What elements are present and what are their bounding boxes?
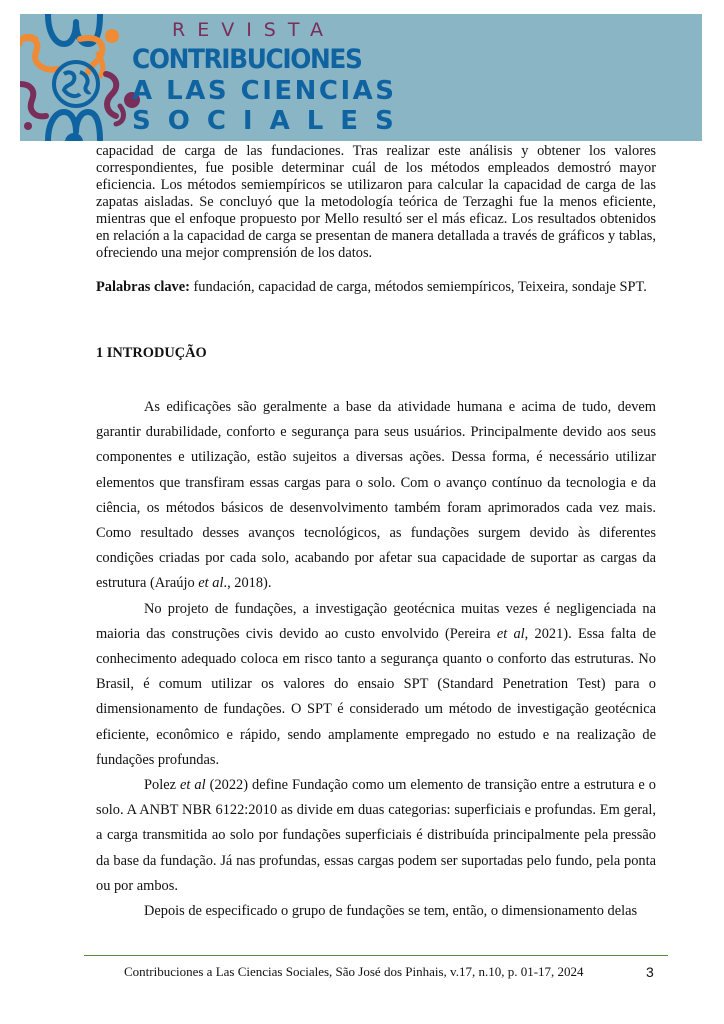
journal-masthead (132, 14, 432, 141)
journal-title-line3: SOCIALES (132, 106, 411, 136)
keywords-label: Palabras clave: (96, 279, 190, 295)
page-content (96, 143, 656, 920)
paragraph-text: ., 2018). (223, 575, 272, 592)
paragraph-text: As edificações são geralmente a base da atividade humana e acima de tudo, devem garantir durabilidade, conforto e segurança para seus usuários. Principalmente devido aos seus componentes e utilização, estão sujeitos a diversas ações. Dessa forma, é necessário utilizar elementos que transfiram essas cargas para o solo. Com o avanço contínuo da tecnologia e da ciência, os métodos básicos de desenvolvimento também foram aprimorados cada vez mais. Como resultado desses avanços tecnológicos, as fundações surgem devido às diferentes condições criadas por cada solo, acabando por afetar sua capacidade de suportar as cargas da estrutura (Araújo (96, 399, 656, 592)
page-number: 3 (646, 964, 654, 980)
citation-italic: et al (496, 625, 525, 642)
paragraph-text: Depois de especificado o grupo de fundações se tem, então, o dimensionamento delas (144, 903, 638, 920)
paragraph (96, 395, 656, 597)
keywords-list: fundación, capacidad de carga, métodos semiempíricos, Teixeira, sondaje SPT. (189, 279, 647, 295)
citation-italic: et al (198, 575, 224, 592)
keywords (96, 279, 656, 296)
paragraph-text: No projeto de fundações, a investigação geotécnica muitas vezes é negligenciada na maioria das construções civis devido ao custo envolvido (Pereira (96, 600, 656, 642)
footer-citation: Contribuciones a Las Ciencias Sociales, São José dos Pinhais, v.17, n.10, p. 01-17, 2024 (124, 964, 584, 979)
section-heading: 1 INTRODUÇÃO (96, 345, 207, 361)
citation-italic: et al (180, 777, 206, 794)
globe-people-logo-icon (20, 14, 145, 141)
paragraph (96, 899, 656, 924)
journal-title-line2: A LAS CIENCIAS (132, 76, 397, 106)
paragraph (96, 597, 656, 773)
paragraph (96, 773, 656, 899)
section-body (96, 395, 656, 924)
journal-revista-label: REVISTA (172, 19, 335, 41)
paragraph-text: Polez (144, 777, 181, 794)
journal-title-line1: CONTRIBUCIONES (132, 44, 362, 75)
abstract-text: capacidad de carga de las fundaciones. Tras realizar este análisis y obtener los valores correspondientes, fue posible determinar cuál de los métodos empleados demostró mayor eficiencia. Los métodos semiempíricos se utilizaron para calcular la capacidad de carga de las zapatas aisladas. Se concluyó que la metodología teórica de Terzaghi fue la menos eficiente, mientras que el enfoque propuesto por Mello resultó ser el más eficaz. Los resultados obtenidos en relación a la capacidad de carga se presentan de manera detallada a través de gráficos y tablas, ofreciendo una mejor comprensión de los datos. (96, 143, 656, 261)
paragraph-text: , 2021). Essa falta de conhecimento adequado coloca em risco tanto a segurança quanto o conforto das estruturas. No Brasil, é comum utilizar os valores do ensaio SPT (Standard Penetration Test) para o dimensionamento de fundações. O SPT é considerado um método de investigação geotécnica eficiente, econômico e rápido, sendo amplamente empregado no estudo e na realização de fundações profundas. (96, 625, 656, 768)
journal-header-banner (20, 14, 702, 141)
footer-divider (84, 955, 668, 956)
paragraph-text: (2022) define Fundação como um elemento de transição entre a estrutura e o solo. A ANBT NBR 6122:2010 as divide em duas categorias: superficiais e profundas. Em geral, a carga transmitida ao solo por fundações superficiais é distribuída principalmente pela pressão da base da fundação. Já nas profundas, essas cargas podem ser suportadas pelo fundo, pela ponta ou por ambos. (96, 777, 656, 894)
